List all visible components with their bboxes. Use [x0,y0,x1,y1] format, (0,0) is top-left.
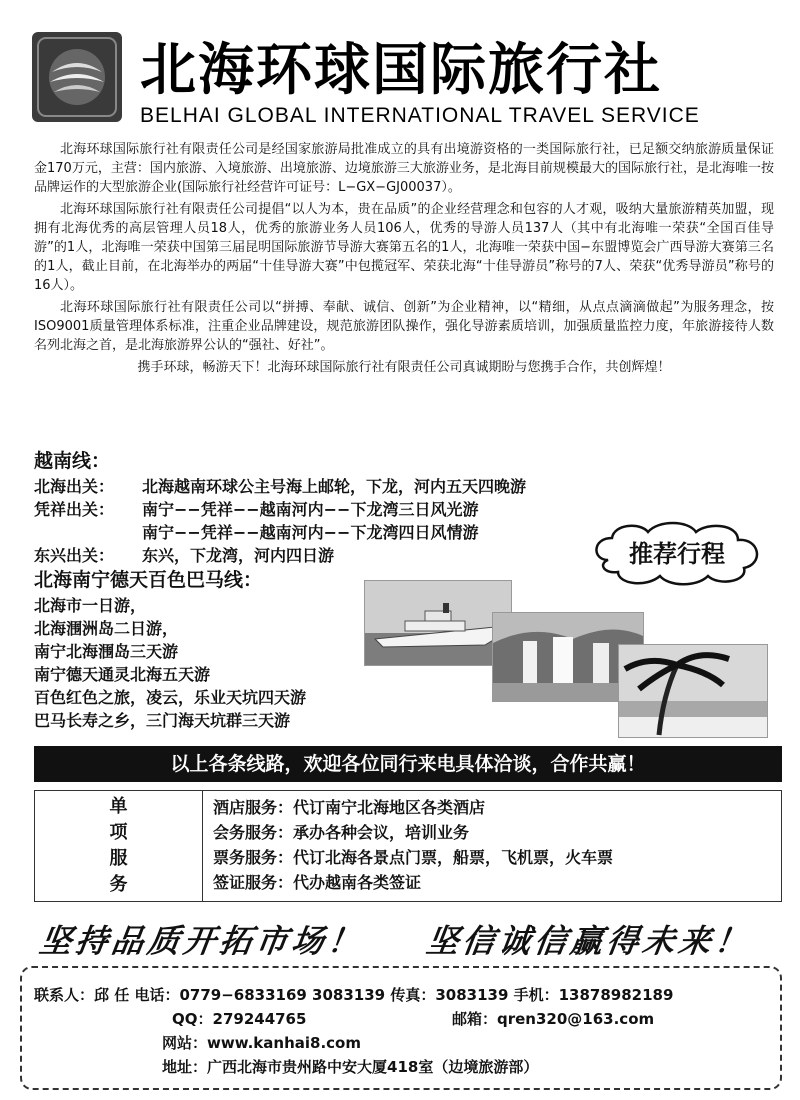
route-label: 北海出关： [34,477,115,496]
header [28,28,778,128]
contact-address: 地址：广西北海市贵州路中安大厦418室（边境旅游部） [162,1058,539,1076]
route-text: 南宁−−凭祥−−越南河内−−下龙湾三日风光游 [142,500,479,519]
service-item-hotel: 酒店服务：代订南宁北海地区各类酒店 [213,798,486,817]
beach-photo [618,644,768,738]
route-row [34,498,614,521]
recommended-label: 推荐行程 [629,540,725,568]
services-label-char: 服 [109,848,128,869]
route-text: 南宁−−凭祥−−越南河内−−下龙湾四日风情游 [142,523,479,542]
contact-qq: QQ：279244765 [172,1010,307,1028]
services-label-char: 单 [109,796,128,817]
vietnam-route-title: 越南线： [34,450,111,472]
contact-box [20,966,782,1090]
services-box [34,790,782,902]
recommended-bubble [588,520,766,588]
company-intro [34,140,774,380]
local-route-item: 百色红色之旅，凌云，乐业天坑四天游 [34,688,307,707]
route-row [34,521,614,544]
route-row [34,475,614,498]
motto [37,916,780,962]
intro-paragraph: 北海环球国际旅行社有限责任公司以“拼搏、奉献、诚信、创新”为企业精神，以“精细，从点点滴滴做起”为服务理念，按ISO9001质量管理体系标准，注重企业品牌建设，规范旅游团队操作，强化导游素质培训，加强质量监控力度，年旅游接待人数名列北海之首，是北海旅游界公认的“强社、好社”。 [34,300,774,353]
company-name-en: BELHAI GLOBAL INTERNATIONAL TRAVEL SERVICE [140,104,700,127]
local-route-item: 南宁德天通灵北海五天游 [34,665,211,684]
logo-icon [32,32,122,122]
route-label: 东兴出关： [34,546,115,565]
services-list [203,791,613,901]
contact-phone-line: 联系人：邱 任 电话：0779−6833169 3083139 传真：3083139 手机：13878982189 [34,986,674,1004]
route-text: 东兴，下龙湾，河内四日游 [142,546,335,565]
local-route-item: 北海涠洲岛二日游， [34,619,179,638]
company-logo [32,32,122,122]
service-item-conference: 会务服务：承办各种会议，培训业务 [213,823,470,842]
services-label-char: 务 [109,874,128,895]
route-label: 凭祥出关： [34,500,115,519]
intro-paragraph: 北海环球国际旅行社有限责任公司提倡“以人为本，贵在品质”的企业经营理念和包容的人才观，吸纳大量旅游精英加盟，现拥有北海优秀的高层管理人员18人，优秀的旅游业务人员106人，优秀的导游人员137人（其中有北海唯一荣获“全国百佳导游”的1人，北海唯一荣获中国第三届昆明国际旅游节导游大赛第五名的1人，北海唯一荣获中国−东盟博览会广西导游大赛第三名的1人，截止目前，在北海举办的两届“十佳导游大赛”中包揽冠军、荣获北海“十佳导游员”称号的7人、荣获“优秀导游员”称号的16人）。 [34,202,774,293]
intro-slogan: 携手环球，畅游天下！北海环球国际旅行社有限责任公司真诚期盼与您携手合作，共创辉煌！ [137,360,671,375]
cooperation-banner: 以上各条线路，欢迎各位同行来电具体洽谈，合作共赢！ [34,746,782,782]
route-row [34,544,614,567]
route-text: 北海越南环球公主号海上邮轮，下龙，河内五天四晚游 [142,477,527,496]
motto-right: 坚信诚信赢得未来！ [424,922,754,960]
intro-paragraph: 北海环球国际旅行社有限责任公司是经国家旅游局批准成立的具有出境游资格的一类国际旅行社，已足额交纳旅游质量保证金170万元，主营：国内旅游、入境旅游、出境旅游、边境旅游三大旅游业务，是北海目前规模最大的国际旅行社，是北海唯一按品牌运作的大型旅游企业(国际旅行社经营许可证号：L−GX−GJ00037）。 [34,142,774,195]
local-route-item: 巴马长寿之乡，三门海天坑群三天游 [34,711,291,730]
services-label-char: 项 [109,822,128,843]
contact-email: 邮箱：qren320@163.com [452,1010,655,1028]
local-route-item: 南宁北海涠岛三天游 [34,642,179,661]
motto-left: 坚持品质开拓市场！ [37,922,367,960]
service-item-ticket: 票务服务：代订北海各景点门票，船票，飞机票，火车票 [213,848,614,867]
contact-website: 网站：www.kanhai8.com [162,1034,361,1052]
local-route-title: 北海南宁德天百色巴马线： [34,569,263,591]
service-item-visa: 签证服务：代办越南各类签证 [213,873,422,892]
services-label [35,791,203,901]
local-route-item: 北海市一日游， [34,596,147,615]
cruise-ship-photo [364,580,512,666]
company-name-cn: 北海环球国际旅行社 [140,38,662,103]
